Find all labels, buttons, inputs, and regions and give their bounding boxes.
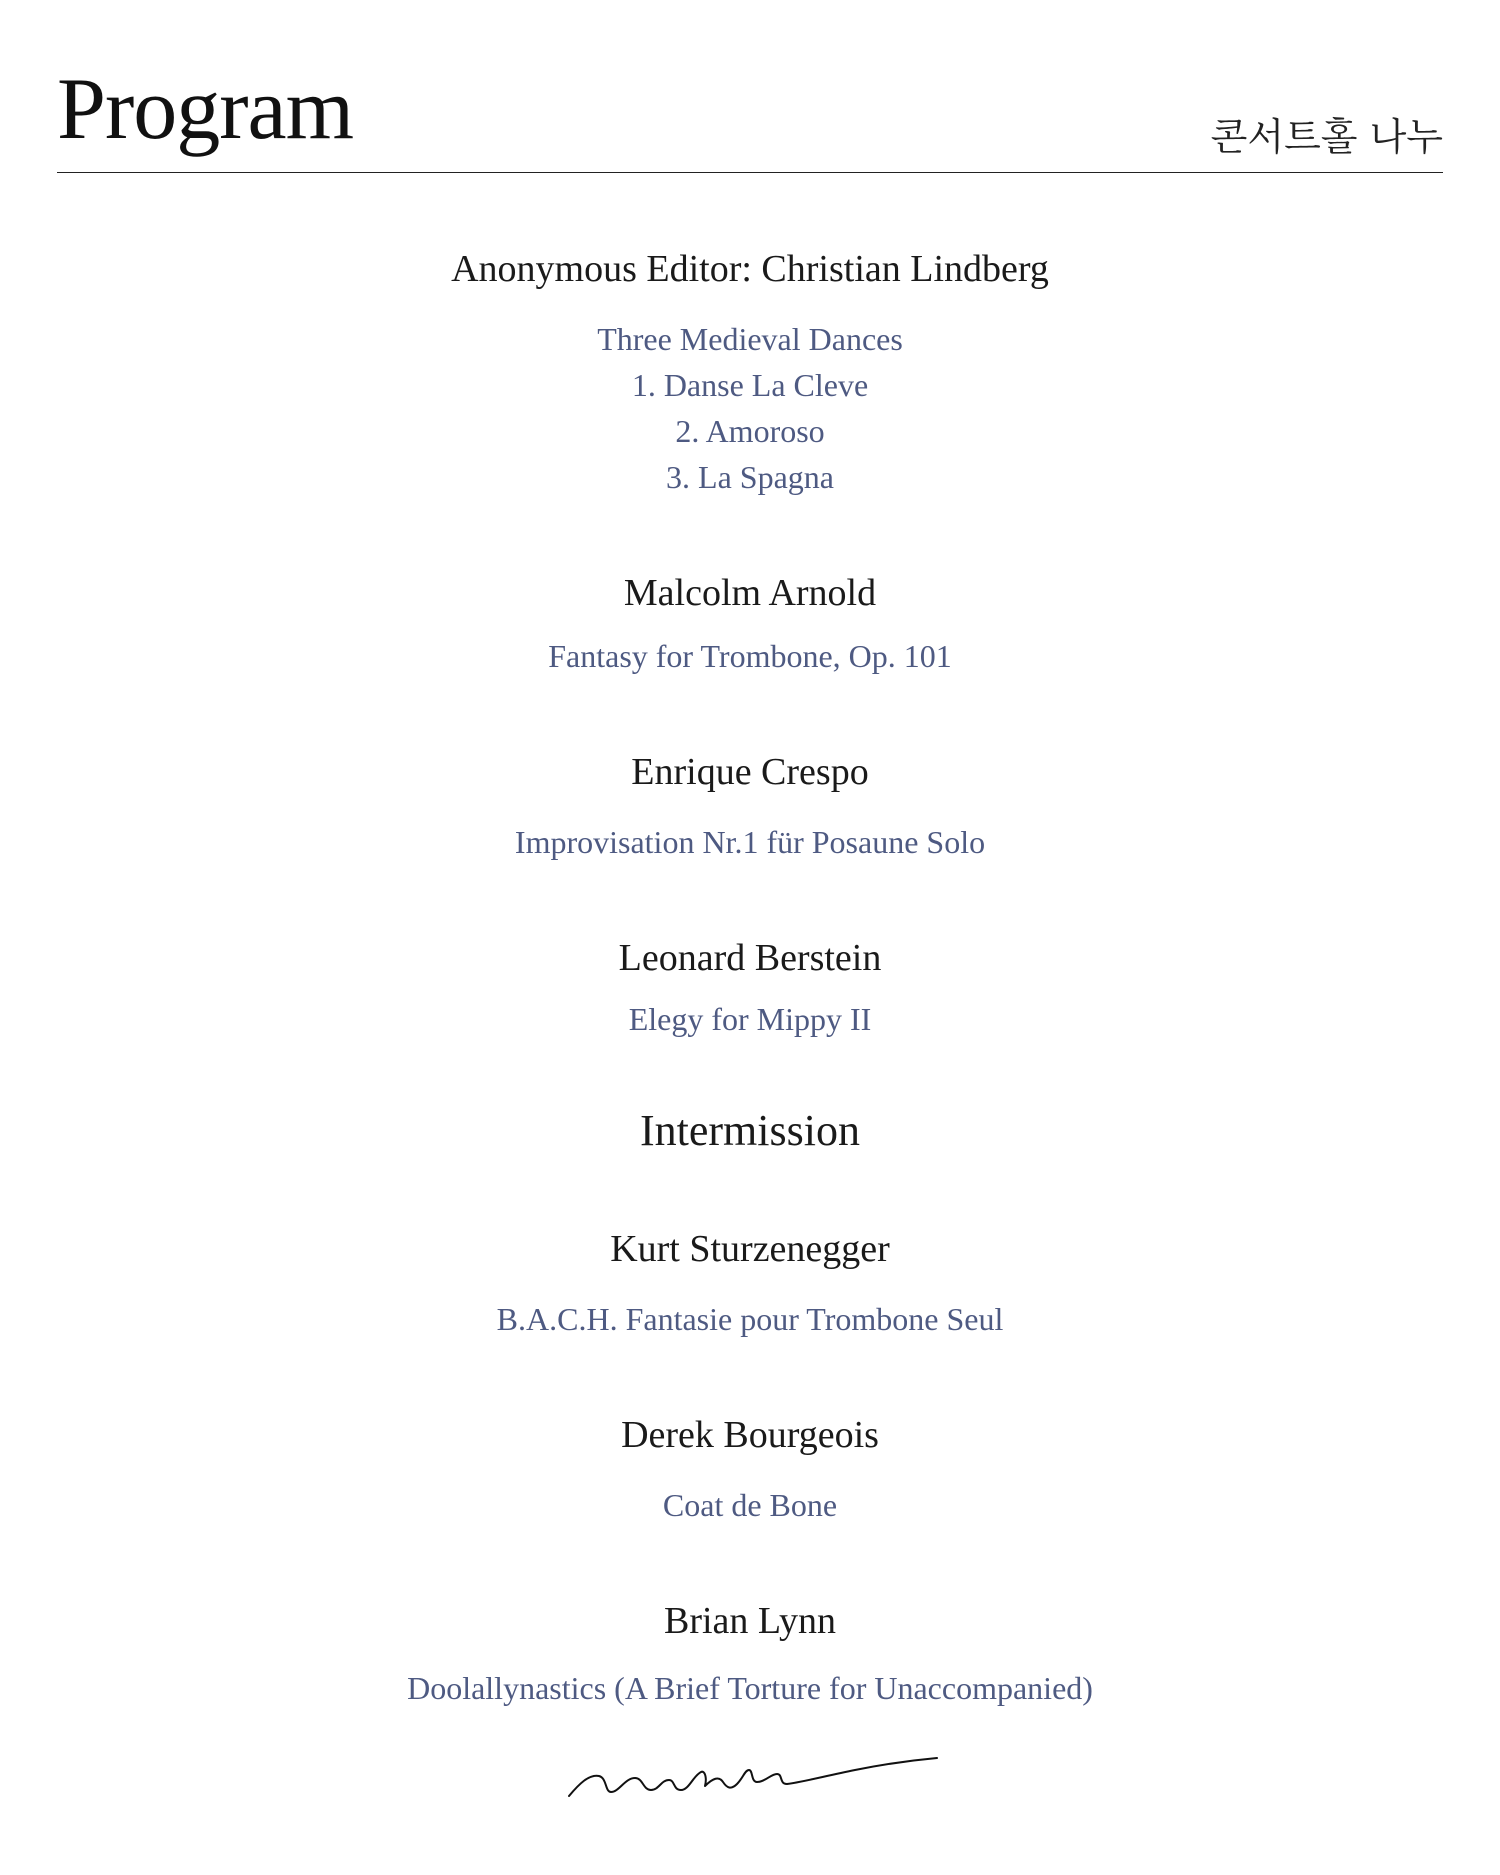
work-title: Three Medieval Dances <box>597 321 903 357</box>
composer-name: Malcolm Arnold <box>623 572 877 614</box>
handwritten-signature-icon <box>565 1752 945 1812</box>
composer-name: Anonymous Editor: Christian Lindberg <box>451 248 1049 290</box>
work-title: Doolallynastics (A Brief Torture for Unaccompanied) <box>407 1670 1093 1706</box>
work-title: B.A.C.H. Fantasie pour Trombone Seul <box>496 1301 1004 1337</box>
movement-title: 1. Danse La Cleve <box>631 367 869 403</box>
movement-title: 3. La Spagna <box>666 459 834 495</box>
work-title: Improvisation Nr.1 für Posaune Solo <box>514 824 986 860</box>
work-title: Fantasy for Trombone, Op. 101 <box>548 638 952 674</box>
composer-name: Enrique Crespo <box>631 751 869 793</box>
composer-name: Derek Bourgeois <box>621 1414 879 1456</box>
page-header <box>57 60 1443 173</box>
composer-name: Leonard Berstein <box>618 937 882 979</box>
intermission-label: Intermission <box>640 1106 860 1155</box>
work-title: Coat de Bone <box>662 1487 838 1523</box>
movement-title: 2. Amoroso <box>675 413 825 449</box>
page-title: Program <box>57 61 354 158</box>
work-title: Elegy for Mippy II <box>628 1001 872 1037</box>
venue-name: 콘서트홀 나누 <box>1210 115 1443 159</box>
composer-name: Brian Lynn <box>663 1600 837 1642</box>
composer-name: Kurt Sturzenegger <box>610 1228 890 1270</box>
